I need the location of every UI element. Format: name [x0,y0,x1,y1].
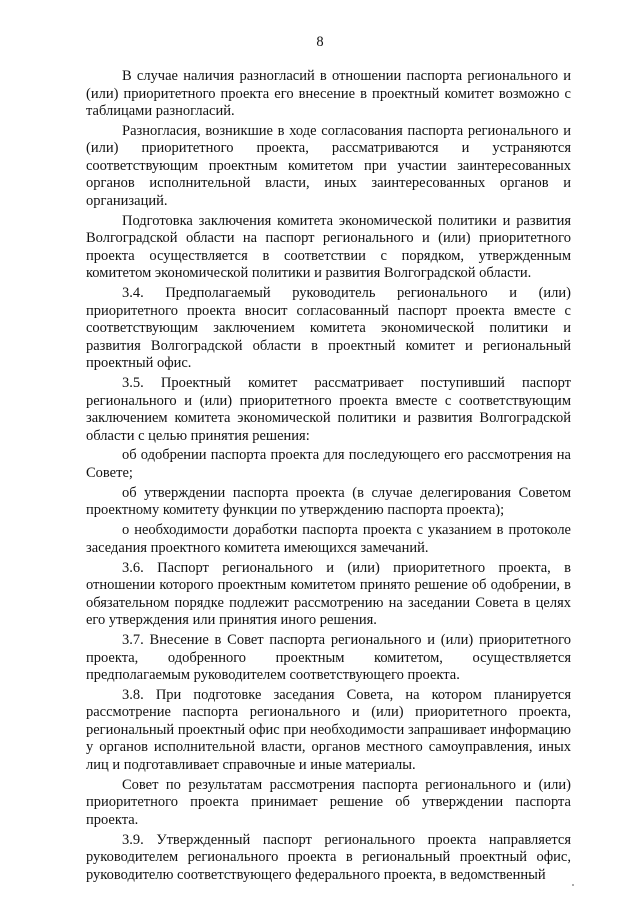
paragraph: о необходимости доработки паспорта проекта с указанием в протоколе заседания проектного комитета имеющихся замечаний. [86,522,571,556]
paragraph: 3.6. Паспорт регионального и (или) приоритетного проекта, в отношении которого проектным комитетом принято решение об одобрении, в обязательном порядке подлежит рассмотрению на заседании Совета в целях его утверждения или принятия иного решения. [86,559,571,629]
paragraph: В случае наличия разногласий в отношении паспорта регионального и (или) приоритетного проекта его внесение в проектный комитет возможно с таблицами разногласий. [86,68,571,119]
page-number: 8 [316,34,324,50]
document-body [86,68,571,887]
scan-speck [572,884,574,886]
paragraph: 3.5. Проектный комитет рассматривает поступивший паспорт регионального и (или) приоритетного проекта вместе с соответствующим заключением комитета экономической политики и развития Волгоградской области с целью принятия решения: [86,375,571,444]
paragraph: Подготовка заключения комитета экономической политики и развития Волгоградской области на паспорт регионального и (или) приоритетного проекта осуществляется в соответствии с порядком, утвержденным комитетом экономической политики и развития Волгоградской области. [86,212,571,282]
paragraph: 3.7. Внесение в Совет паспорта регионального и (или) приоритетного проекта, одобренного проектным комитетом, осуществляется предполагаемым руководителем соответствующего проекта. [86,632,571,684]
paragraph: 3.8. При подготовке заседания Совета, на котором планируется рассмотрение паспорта регионального и (или) приоритетного проекта, региональный проектный офис при необходимости запрашивает информацию у органов исполнительной власти, органов местного самоуправления, иных лиц и подготавливает справочные и иные материалы. [86,686,571,773]
paragraph: об утверждении паспорта проекта (в случае делегирования Советом проектному комитету функции по утверждению паспорта проекта); [86,484,571,519]
paragraph: Разногласия, возникшие в ходе согласования паспорта регионального и (или) приоритетного проекта, рассматриваются и устраняются соответствующим проектным комитетом при участии заинтересованных органов исполнительной власти, иных заинтересованных органов и организаций. [86,122,571,209]
paragraph: 3.4. Предполагаемый руководитель регионального и (или) приоритетного проекта вносит согласованный паспорт проекта вместе с соответствующим заключением комитета экономической политики и развития Волгоградской области в проектный комитет и региональный проектный офис. [86,285,571,372]
paragraph: об одобрении паспорта проекта для последующего его рассмотрения на Совете; [86,447,571,481]
paragraph: 3.9. Утвержденный паспорт регионального проекта направляется руководителем регионального проекта в региональный проектный офис, руководителю соответствующего федерального проекта, в ведомственный [86,831,571,883]
paragraph: Совет по результатам рассмотрения паспорта регионального и (или) приоритетного проекта принимает решение об утверждении паспорта проекта. [86,776,571,828]
